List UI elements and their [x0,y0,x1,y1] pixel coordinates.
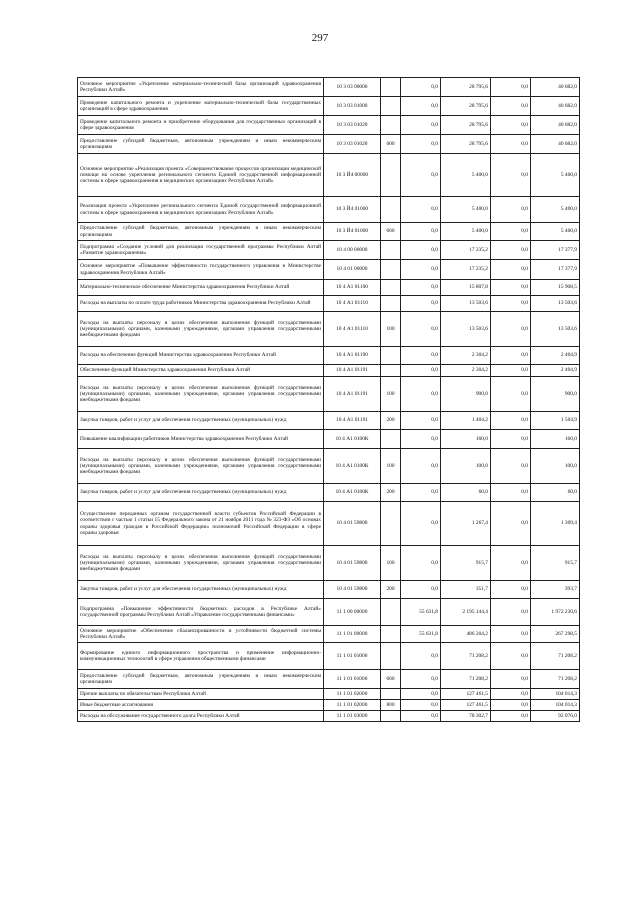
amount-2: 915,7 [441,546,491,581]
amount-3: 0,0 [491,643,531,670]
row-description: Закупка товаров, работ и услуг для обеспечения государственных (муниципальных) нужд [78,412,324,430]
table-row [78,97,580,116]
expense-type [381,643,401,670]
target-code: 10 4 А1 01191 [324,412,381,430]
amount-1: 0,0 [401,260,441,280]
table-row [78,626,580,643]
expense-type [381,116,401,135]
target-code: 10 3 03 01020 [324,135,381,154]
expense-type: 200 [381,484,401,502]
amount-3: 0,0 [491,223,531,241]
target-code: 10 4 01 59800 [324,546,381,581]
target-code: 10 4 01 59800 [324,581,381,599]
amount-2: 17 235,2 [441,260,491,280]
amount-4: 40 682,0 [531,116,580,135]
amount-1: 0,0 [401,581,441,599]
amount-2: 5 400,0 [441,197,491,223]
target-code: 10 4 00 00000 [324,241,381,260]
target-code: 10 4 А1 0100К [324,484,381,502]
amount-4: 5 400,0 [531,154,580,197]
row-description: Основное мероприятие «Реализация проекта «Совершенствование процессов организации медицинской помощи на основе укрепления регионального сегмента Единой государственной информационной системы в сфере здравоохранения в медицинских организациях Республики Алтай» [78,154,324,197]
amount-4: 5 400,0 [531,197,580,223]
expense-type [381,599,401,626]
amount-4: 17 377,9 [531,260,580,280]
amount-1: 0,0 [401,347,441,365]
expense-type [381,97,401,116]
amount-2: 28 795,6 [441,135,491,154]
target-code: 10 3 Й4 00000 [324,154,381,197]
amount-2: 28 795,6 [441,97,491,116]
row-description: Повышение квалификации работников Министерства здравоохранения Республики Алтай [78,430,324,449]
amount-1: 0,0 [401,377,441,412]
amount-4: 267 298,5 [531,626,580,643]
amount-3: 0,0 [491,626,531,643]
amount-4: 92 076,0 [531,711,580,722]
table-row [78,581,580,599]
amount-2: 160,0 [441,430,491,449]
target-code: 10 4 А1 01110 [324,296,381,312]
amount-1: 0,0 [401,449,441,484]
expense-type [381,241,401,260]
amount-2: 5 400,0 [441,223,491,241]
amount-3: 0,0 [491,581,531,599]
table-row [78,116,580,135]
target-code: 11 1 01 01000 [324,670,381,689]
amount-4: 13 503,6 [531,296,580,312]
amount-3: 0,0 [491,449,531,484]
table-row [78,154,580,197]
amount-2: 71 208,2 [441,670,491,689]
table-row [78,78,580,97]
row-description: Расходы на выплаты персоналу в целях обеспечения выполнения функций государственными (муниципальными) органами, казенными учреждениями, органами управления государственными внебюджетными фондами [78,312,324,347]
amount-3: 0,0 [491,296,531,312]
row-description: Закупка товаров, работ и услуг для обеспечения государственных (муниципальных) нужд [78,484,324,502]
amount-3: 0,0 [491,365,531,377]
target-code: 10 3 Й4 01000 [324,197,381,223]
expense-type [381,365,401,377]
table-row [78,643,580,670]
amount-4: 900,0 [531,377,580,412]
row-description: Расходы на обеспечение функций Министерства здравоохранения Республики Алтай [78,347,324,365]
amount-1: 0,0 [401,700,441,711]
amount-4: 160,0 [531,430,580,449]
amount-4: 104 014,3 [531,689,580,700]
row-description: Материально-техническое обеспечение Министерства здравоохранения Республики Алтай [78,280,324,296]
amount-3: 0,0 [491,412,531,430]
row-description: Расходы на выплаты персоналу в целях обеспечения выполнения функций государственными (муниципальными) органами, казенными учреждениями, органами управления государственными внебюджетными фондами [78,546,324,581]
amount-3: 0,0 [491,312,531,347]
amount-4: 60,0 [531,484,580,502]
table-row [78,484,580,502]
row-description: Иные бюджетные ассигнования [78,700,324,711]
amount-3: 0,0 [491,670,531,689]
amount-2: 1 404,2 [441,412,491,430]
table-row [78,599,580,626]
expense-type [381,626,401,643]
expense-type: 600 [381,670,401,689]
amount-3: 0,0 [491,347,531,365]
row-description: Прочие выплаты по обязательствам Республики Алтай [78,689,324,700]
target-code: 11 1 01 00000 [324,626,381,643]
amount-2: 2 195 144,4 [441,599,491,626]
amount-3: 0,0 [491,97,531,116]
amount-4: 40 682,0 [531,78,580,97]
target-code: 11 1 00 00000 [324,599,381,626]
amount-3: 0,0 [491,197,531,223]
expense-type [381,711,401,722]
amount-3: 0,0 [491,241,531,260]
amount-2: 71 208,2 [441,643,491,670]
target-code: 11 1 01 03000 [324,711,381,722]
expense-type: 600 [381,223,401,241]
amount-2: 17 235,2 [441,241,491,260]
page-number: 297 [311,32,329,44]
table-row [78,502,580,546]
amount-4: 71 208,2 [531,670,580,689]
amount-1: 0,0 [401,97,441,116]
target-code: 10 4 01 59800 [324,502,381,546]
amount-4: 15 908,5 [531,280,580,296]
amount-1: 0,0 [401,241,441,260]
target-code: 10 3 Й4 01000 [324,223,381,241]
target-code: 11 1 01 02000 [324,689,381,700]
expense-type: 200 [381,412,401,430]
table-row [78,430,580,449]
amount-1: 0,0 [401,116,441,135]
amount-1: 0,0 [401,365,441,377]
amount-4: 1 972 230,6 [531,599,580,626]
amount-1: 0,0 [401,154,441,197]
table-row [78,546,580,581]
row-description: Предоставление субсидий бюджетным, автономным учреждениям и иным некоммерческим организациям [78,670,324,689]
amount-2: 900,0 [441,377,491,412]
amount-2: 127 461,5 [441,700,491,711]
expense-type [381,430,401,449]
target-code: 10 4 А1 01191 [324,377,381,412]
amount-1: 0,0 [401,670,441,689]
amount-3: 0,0 [491,689,531,700]
amount-3: 0,0 [491,502,531,546]
target-code: 10 4 А1 01190 [324,347,381,365]
amount-1: 0,0 [401,689,441,700]
target-code: 10 4 А1 01100 [324,280,381,296]
amount-3: 0,0 [491,78,531,97]
budget-table [77,77,580,722]
amount-3: 0,0 [491,700,531,711]
amount-2: 100,0 [441,449,491,484]
amount-3: 0,0 [491,280,531,296]
row-description: Расходы на выплаты персоналу в целях обеспечения выполнения функций государственными (муниципальными) органами, казенными учреждениями, органами управления государственными внебюджетными фондами [78,449,324,484]
row-description: Обеспечение функций Министерства здравоохранения Республики Алтай [78,365,324,377]
amount-1: 0,0 [401,135,441,154]
row-description: Подпрограмма «Создание условий для реализации государственной программы Республики Алтай «Развитие здравоохранения» [78,241,324,260]
amount-1: 0,0 [401,484,441,502]
expense-type: 100 [381,312,401,347]
amount-2: 15 807,8 [441,280,491,296]
amount-1: 0,0 [401,711,441,722]
expense-type: 100 [381,546,401,581]
table-row [78,670,580,689]
table-row [78,449,580,484]
expense-type [381,78,401,97]
target-code: 10 3 03 01000 [324,97,381,116]
amount-1: 55 631,8 [401,599,441,626]
table-row [78,197,580,223]
amount-1: 0,0 [401,502,441,546]
target-code: 11 1 01 02000 [324,700,381,711]
amount-3: 0,0 [491,377,531,412]
row-description: Расходы на обслуживание государственного долга Республики Алтай [78,711,324,722]
amount-1: 0,0 [401,643,441,670]
row-description: Основное мероприятие «Обеспечение сбалансированности и устойчивости бюджетной системы Республики Алтай» [78,626,324,643]
table-row [78,312,580,347]
expense-type [381,502,401,546]
expense-type: 100 [381,377,401,412]
row-description: Осуществление переданных органам государственной власти субъектов Российской Федерации в соответствии с частью 1 статьи 15 Федерального закона от 21 ноября 2011 года № 323-ФЗ «Об основах охраны здоровья граждан в Российской Федерации» полномочий Российской Федерации в сфере охраны здоровья [78,502,324,546]
table-row [78,412,580,430]
amount-1: 0,0 [401,280,441,296]
amount-1: 0,0 [401,546,441,581]
table-row [78,280,580,296]
amount-2: 486 204,2 [441,626,491,643]
amount-1: 55 631,8 [401,626,441,643]
amount-2: 60,0 [441,484,491,502]
row-description: Расходы на выплаты по оплате труда работников Министерства здравоохранения Республики Алтай [78,296,324,312]
table-row [78,700,580,711]
table-row [78,135,580,154]
row-description: Расходы на выплаты персоналу в целях обеспечения выполнения функций государственными (муниципальными) органами, казенными учреждениями, органами управления государственными внебюджетными фондами [78,377,324,412]
expense-type: 600 [381,135,401,154]
amount-2: 2 304,2 [441,365,491,377]
target-code: 10 3 03 00000 [324,78,381,97]
table-row [78,223,580,241]
amount-4: 2 404,9 [531,347,580,365]
amount-2: 78 302,7 [441,711,491,722]
table-row [78,377,580,412]
amount-4: 100,0 [531,449,580,484]
row-description: Проведение капитального ремонта и укрепление материально-технической базы государственных организаций в сфере здравоохранения [78,97,324,116]
expense-type [381,689,401,700]
amount-1: 0,0 [401,197,441,223]
expense-type [381,197,401,223]
target-code: 10 4 А1 0100К [324,449,381,484]
amount-1: 0,0 [401,296,441,312]
amount-3: 0,0 [491,484,531,502]
amount-4: 13 503,6 [531,312,580,347]
amount-2: 5 400,0 [441,154,491,197]
amount-3: 0,0 [491,135,531,154]
table-row [78,347,580,365]
expense-type [381,154,401,197]
budget-table-body [78,78,580,722]
target-code: 10 4 А1 0100К [324,430,381,449]
expense-type: 100 [381,449,401,484]
amount-4: 71 208,2 [531,643,580,670]
amount-1: 0,0 [401,78,441,97]
amount-4: 1 309,4 [531,502,580,546]
table-row [78,296,580,312]
amount-2: 28 795,6 [441,78,491,97]
amount-1: 0,0 [401,223,441,241]
table-row [78,260,580,280]
amount-4: 17 377,9 [531,241,580,260]
row-description: Закупка товаров, работ и услуг для обеспечения государственных (муниципальных) нужд [78,581,324,599]
amount-3: 0,0 [491,599,531,626]
table-row [78,711,580,722]
amount-2: 2 304,2 [441,347,491,365]
amount-4: 40 682,0 [531,135,580,154]
row-description: Подпрограмма «Повышение эффективности бюджетных расходов в Республике Алтай» государственной программы Республики Алтай «Управление государственными финансами» [78,599,324,626]
amount-2: 13 503,6 [441,312,491,347]
expense-type [381,260,401,280]
row-description: Проведение капитального ремонта и приобретение оборудования для государственных организаций в сфере здравоохранения [78,116,324,135]
table-row [78,365,580,377]
amount-3: 0,0 [491,260,531,280]
amount-1: 0,0 [401,430,441,449]
target-code: 10 4 01 00000 [324,260,381,280]
amount-3: 0,0 [491,711,531,722]
target-code: 10 3 03 01020 [324,116,381,135]
amount-2: 127 461,5 [441,689,491,700]
amount-4: 2 404,9 [531,365,580,377]
amount-1: 0,0 [401,412,441,430]
amount-4: 5 400,0 [531,223,580,241]
row-description: Предоставление субсидий бюджетным, автономным учреждениям и иным некоммерческим организациям [78,135,324,154]
amount-3: 0,0 [491,116,531,135]
amount-2: 1 267,4 [441,502,491,546]
table-row [78,689,580,700]
amount-2: 13 503,6 [441,296,491,312]
amount-1: 0,0 [401,312,441,347]
row-description: Реализация проекта «Укрепление регионального сегмента Единой государственной информационной системы в сфере здравоохранения в медицинских организациях Республики Алтай» [78,197,324,223]
amount-2: 351,7 [441,581,491,599]
expense-type [381,296,401,312]
amount-3: 0,0 [491,546,531,581]
target-code: 10 4 А1 01110 [324,312,381,347]
row-description: Предоставление субсидий бюджетным, автономным учреждениям и иным некоммерческим организациям [78,223,324,241]
amount-4: 40 682,0 [531,97,580,116]
amount-3: 0,0 [491,154,531,197]
expense-type [381,347,401,365]
row-description: Формирование единого информационного пространства и применение информационно-коммуникационных технологий в сфере управления общественными финансами [78,643,324,670]
amount-4: 393,7 [531,581,580,599]
amount-3: 0,0 [491,430,531,449]
amount-4: 104 014,3 [531,700,580,711]
amount-4: 1 504,9 [531,412,580,430]
expense-type [381,280,401,296]
table-row [78,241,580,260]
row-description: Основное мероприятие «Повышение эффективности государственного управления в Министерстве здравоохранения Республики Алтай» [78,260,324,280]
expense-type: 800 [381,700,401,711]
amount-2: 28 795,6 [441,116,491,135]
row-description: Основное мероприятие «Укрепление материально-технической базы организаций здравоохранения Республики Алтай» [78,78,324,97]
expense-type: 200 [381,581,401,599]
target-code: 11 1 01 01000 [324,643,381,670]
amount-4: 915,7 [531,546,580,581]
target-code: 10 4 А1 01191 [324,365,381,377]
